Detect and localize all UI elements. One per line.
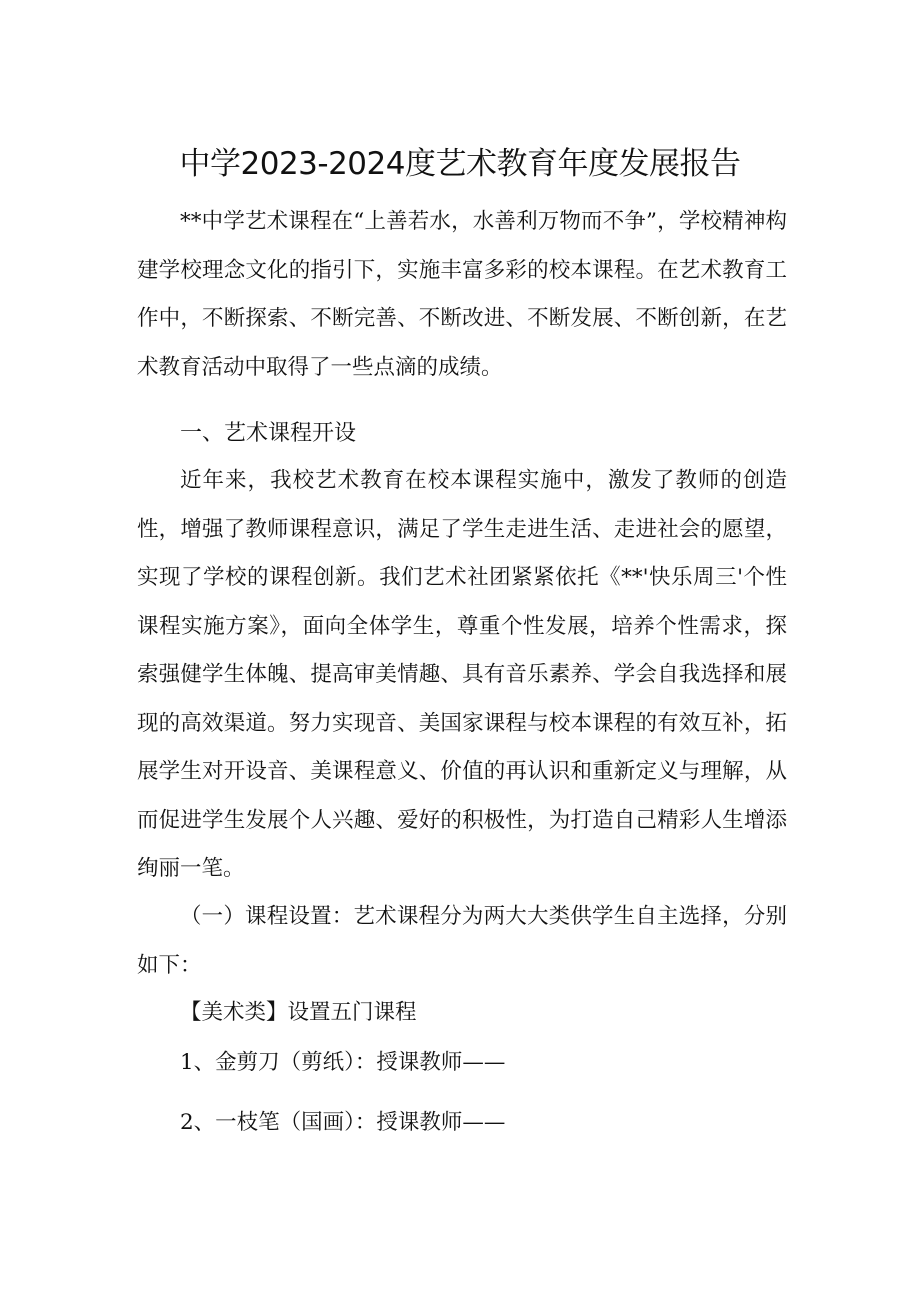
document-title: 中学2023-2024度艺术教育年度发展报告 <box>179 146 741 182</box>
art-category-label: 【美术类】设置五门课程 <box>180 1000 417 1025</box>
course-item: 2、一枝笔（国画）：授课教师—— <box>180 1110 506 1135</box>
course-item: 1、金剪刀（剪纸）：授课教师—— <box>180 1050 506 1075</box>
section-heading: 一、艺术课程开设 <box>180 421 357 446</box>
section-body-paragraph: 近年来，我校艺术教育在校本课程实施中，激发了教师的创造性，增强了教师课程意识，满足了学生走进生活、走进社会的愿望，实现了学校的课程创新。我们艺术社团紧紧依托《**'快乐周三'个性课程实施方案》，面向全体学生，尊重个性发展，培养个性需求，探索强健学生体魄、提高审美情趣、具有音乐素养、学会自我选择和展现的高效渠道。努力实现音、美国家课程与校本课程的有效互补，拓展学生对开设音、美课程意义、价值的再认识和重新定义与理解，从而促进学生发展个人兴趣、爱好的积极性，为打造自己精彩人生增添绚丽一笔。 <box>137 468 787 881</box>
intro-paragraph: **中学艺术课程在“上善若水，水善利万物而不争”，学校精神构建学校理念文化的指引下，实施丰富多彩的校本课程。在艺术教育工作中，不断探索、不断完善、不断改进、不断发展、不断创新，在艺术教育活动中取得了一些点滴的成绩。 <box>137 209 787 380</box>
subsection-paragraph: （一）课程设置：艺术课程分为两大大类供学生自主选择，分别如下： <box>137 904 787 978</box>
